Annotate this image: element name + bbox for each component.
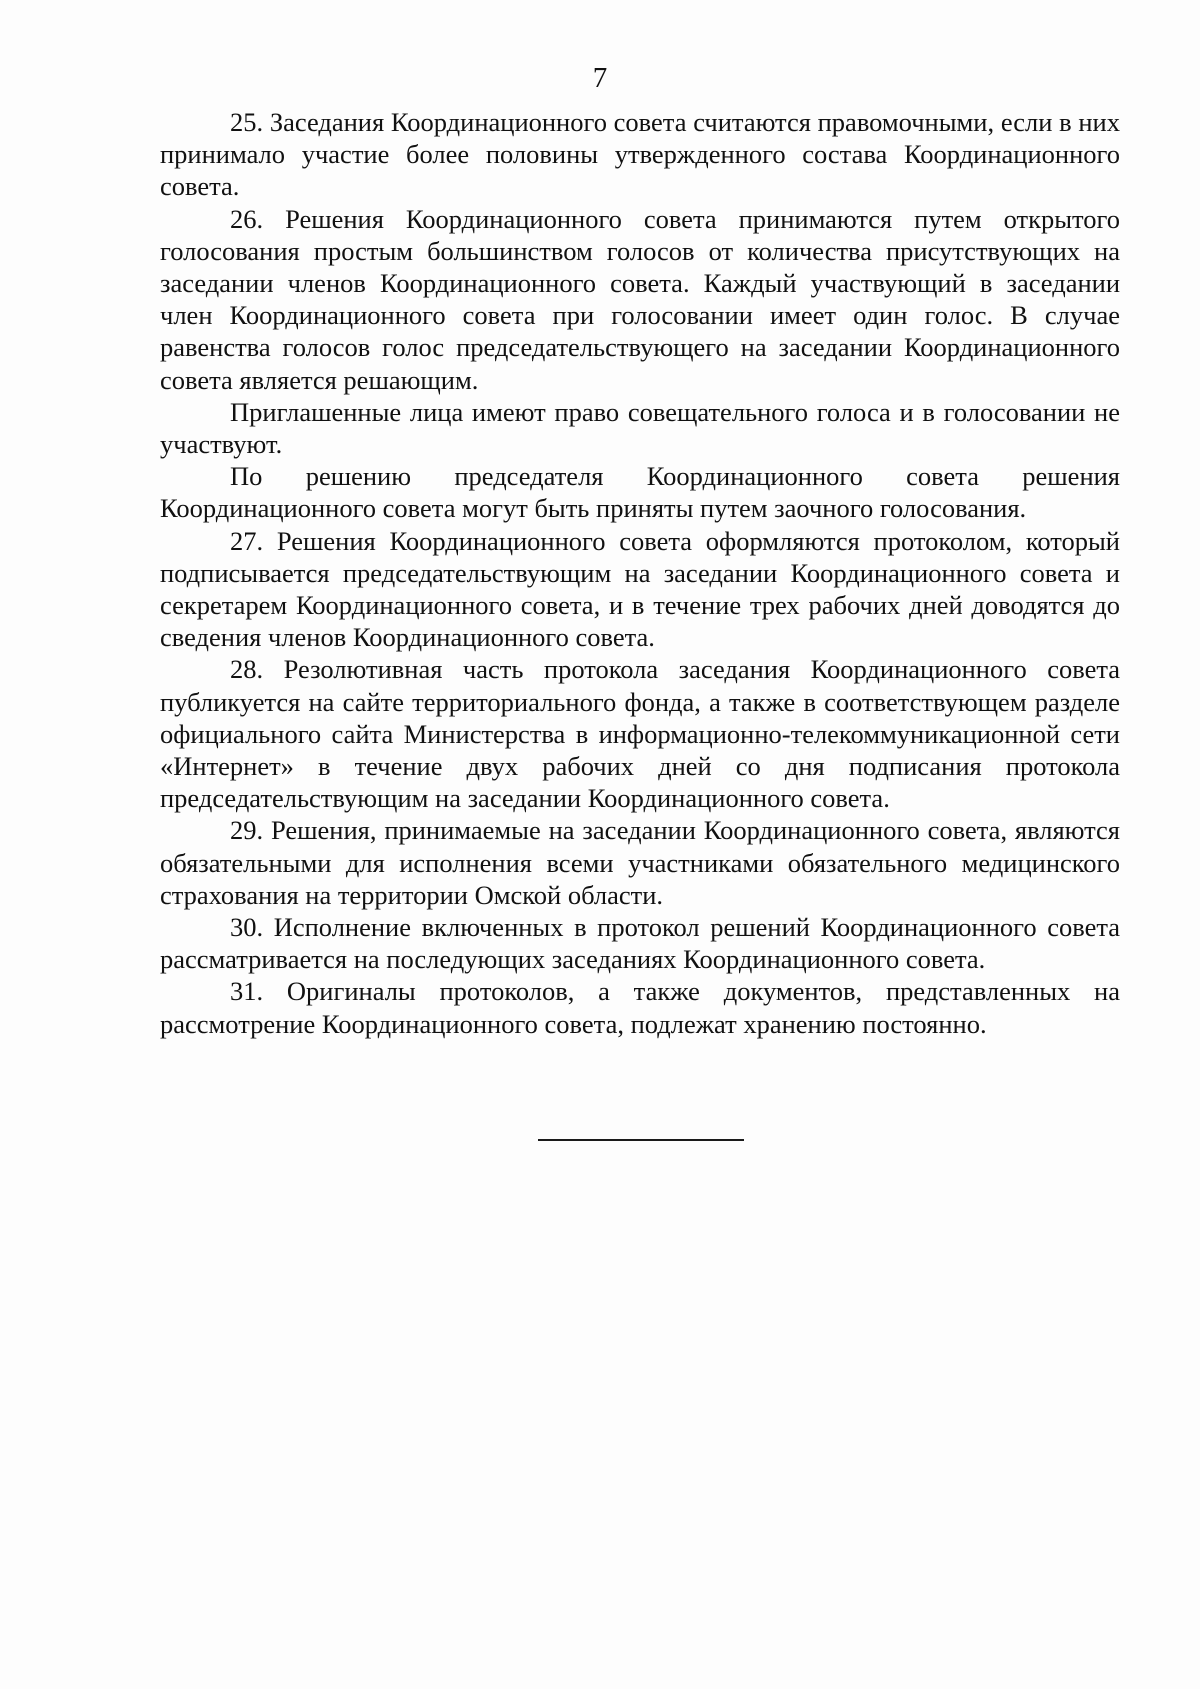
paragraph-29: 29. Решения, принимаемые на заседании Координационного совета, являются обязательными для исполнения всеми участниками обязательного медицинского страхования на территории Омской области.	[160, 815, 1120, 910]
paragraph-27: 27. Решения Координационного совета оформляются протоколом, который подписывается председательствующим на заседании Координационного совета и секретарем Координационного совета, и в течение трех рабочих дней доводятся до сведения членов Координационного совета.	[160, 525, 1120, 653]
document-body	[160, 106, 1120, 1040]
paragraph-28: 28. Резолютивная часть протокола заседания Координационного совета публикуется на сайте территориального фонда, а также в соответствующем разделе официального сайта Министерства в информационно-телекоммуникационной сети «Интернет» в течение двух рабочих дней со дня подписания протокола председательствующим на заседании Координационного совета.	[160, 654, 1120, 814]
end-divider-line	[538, 1139, 744, 1141]
paragraph-25: 25. Заседания Координационного совета считаются правомочными, если в них принимало участие более половины утвержденного состава Координационного совета.	[160, 107, 1120, 202]
paragraph-26-invited: Приглашенные лица имеют право совещательного голоса и в голосовании не участвуют.	[160, 396, 1120, 460]
page-number: 7	[592, 62, 608, 94]
paragraph-31: 31. Оригиналы протоколов, а также документов, представленных на рассмотрение Координационного совета, подлежат хранению постоянно.	[160, 976, 1120, 1039]
paragraph-26-absentee-vote: По решению председателя Координационного совета решения Координационного совета могут быть приняты путем заочного голосования.	[160, 461, 1120, 524]
paragraph-26: 26. Решения Координационного совета принимаются путем открытого голосования простым большинством голосов от количества присутствующих на заседании членов Координационного совета. Каждый участвующий в заседании член Координационного совета при голосовании имеет один голос. В случае равенства голосов голос председательствующего на заседании Координационного совета является решающим.	[160, 203, 1120, 395]
paragraph-30: 30. Исполнение включенных в протокол решений Координационного совета рассматривается на последующих заседаниях Координационного совета.	[160, 912, 1120, 975]
